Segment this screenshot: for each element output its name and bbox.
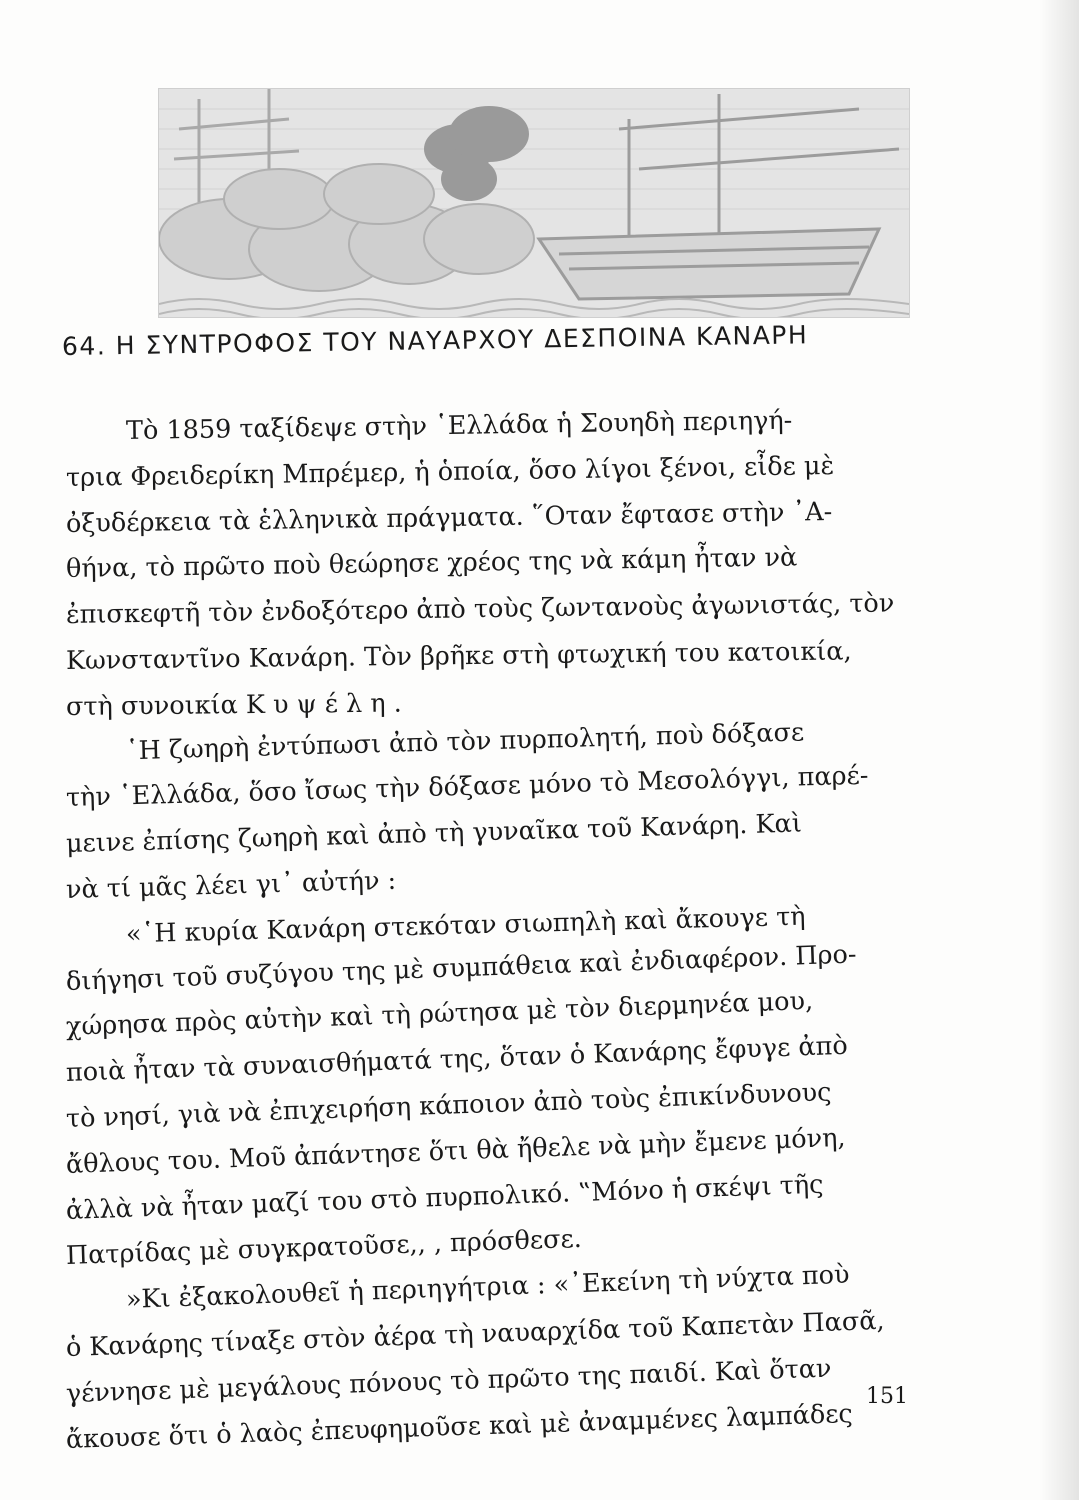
text-line: ἄκουσε ὅτι ὁ λαὸς ἐπευφημοῦσε καὶ μὲ ἀναμμένες λαμπάδες bbox=[65, 1398, 854, 1455]
text-line: θήνα, τὸ πρῶτο ποὺ θεώρησε χρέος της νὰ κάμη ἦταν νὰ bbox=[65, 542, 798, 585]
text-line: Τὸ 1859 ταξίδεψε στὴν ῾Ελλάδα ἡ Σουηδὴ περιηγή- bbox=[125, 405, 793, 447]
text-line: ποιὰ ἦταν τὰ συναισθήματά της, ὅταν ὁ Κανάρης ἔφυγε ἀπὸ bbox=[65, 1030, 849, 1089]
text-line: τὴν ῾Ελλάδα, ὅσο ἴσως τὴν δόξασε μόνο τὸ Μεσολόγγι, παρέ- bbox=[65, 760, 869, 814]
body-text bbox=[65, 405, 916, 1463]
text-line: »Κι ἐξακολουθεῖ ἡ περιηγήτρια : «᾿Εκείνη τὴ νύχτα ποὺ bbox=[125, 1259, 850, 1316]
text-line: ἐπισκεφτῆ τὸν ἐνδοξότερο ἀπὸ τοὺς ζωντανοὺς ἀγωνιστάς, τὸν bbox=[65, 588, 895, 631]
text-line: ὁ Κανάρης τίναξε στὸν ἀέρα τὴ ναυαρχίδα τοῦ Καπετὰν Πασᾶ, bbox=[65, 1305, 886, 1363]
chapter-heading: 64. Η ΣΥΝΤΡΟΦΟΣ ΤΟΥ ΝΑΥΑΡΧΟΥ ΔΕΣΠΟΙΝΑ ΚΑΝΑΡΗ bbox=[61, 320, 809, 361]
text-line: ῾Η ζωηρὴ ἐντύπωσι ἀπὸ τὸν πυρπολητή, ποὺ δόξασε bbox=[125, 716, 805, 766]
text-line: ὀξυδέρκεια τὰ ἑλληνικὰ πράγματα. ῞Οταν ἔφτασε στὴν ᾿Α- bbox=[65, 496, 833, 539]
text-line: «῾Η κυρία Κανάρη στεκόταν σιωπηλὴ καὶ ἄκουγε τὴ bbox=[125, 901, 806, 950]
text-line: ἄθλους του. Μοῦ ἀπάντησε ὅτι θὰ ἤθελε νὰ μὴν ἔμενε μόνη, bbox=[65, 1122, 846, 1180]
text-line: τὸ νησί, γιὰ νὰ ἐπιχειρήση κάποιον ἀπὸ τοὺς ἐπικίνδυνους bbox=[65, 1077, 832, 1134]
page-number: 151 bbox=[866, 1384, 908, 1409]
page-edge-shadow bbox=[1039, 0, 1079, 1500]
text-line: διήγησι τοῦ συζύγου της μὲ συμπάθεια καὶ ἐνδιαφέρον. Προ- bbox=[65, 938, 857, 997]
text-line: Πατρίδας μὲ συγκρατοῦσε,, , πρόσθεσε. bbox=[65, 1224, 583, 1272]
text-line: τρια Φρειδερίκη Μπρέμερ, ἡ ὁποία, ὅσο λίγοι ξένοι, εἶδε μὲ bbox=[65, 450, 835, 493]
ships-engraving bbox=[159, 89, 909, 317]
text-line: στὴ συνοικία Κ υ ψ έ λ η . bbox=[65, 688, 402, 722]
ships-engraving-illustration bbox=[158, 88, 910, 318]
text-line: νὰ τί μᾶς λέει γι᾿ αὐτήν : bbox=[65, 865, 397, 905]
text-line: μεινε ἐπίσης ζωηρὴ καὶ ἀπὸ τὴ γυναῖκα τοῦ Κανάρη. Καὶ bbox=[65, 808, 803, 860]
text-line: γέννησε μὲ μεγάλους πόνους τὸ πρῶτο της παιδί. Καὶ ὅταν bbox=[65, 1353, 832, 1409]
text-line: Κωνσταντῖνο Κανάρη. Τὸν βρῆκε στὴ φτωχική του κατοικία, bbox=[65, 636, 852, 676]
text-line: χώρησα πρὸς αὐτὴν καὶ τὴ ρώτησα μὲ τὸν διερμηνέα μου, bbox=[65, 986, 814, 1043]
text-line: ἀλλὰ νὰ ἦταν μαζί του στὸ πυρπολικό. ‟Μόνο ἡ σκέψι τῆς bbox=[65, 1169, 824, 1226]
